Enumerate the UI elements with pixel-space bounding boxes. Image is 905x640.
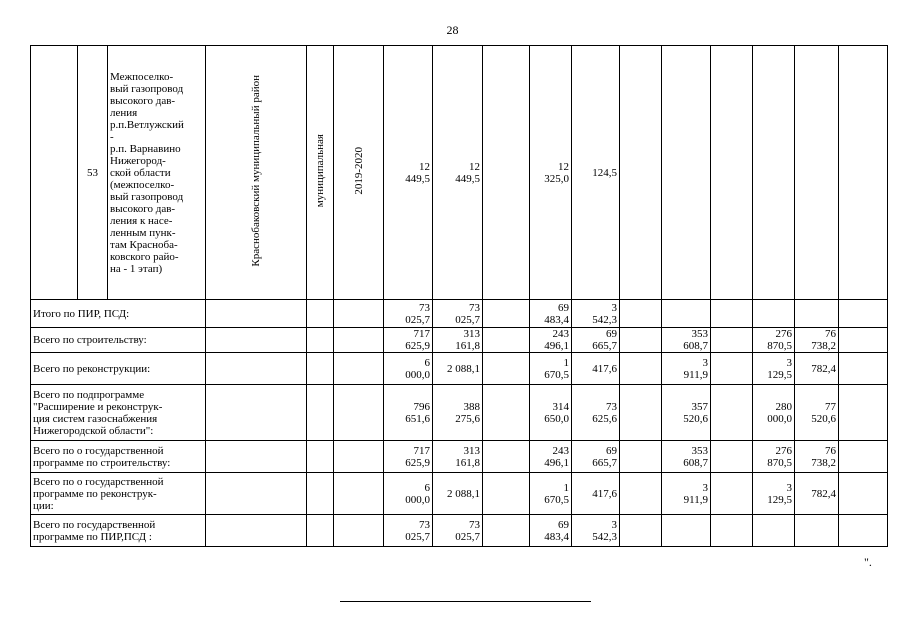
value-cell	[839, 385, 888, 441]
value-cell: 76 738,2	[795, 441, 839, 473]
value-cell	[483, 328, 530, 353]
ownership-cell	[307, 46, 334, 300]
value-cell: 717 625,9	[384, 328, 433, 353]
value-cell	[620, 328, 662, 353]
value-cell: 12 449,5	[433, 46, 483, 300]
value-cell	[662, 46, 711, 300]
summary-row	[31, 515, 888, 547]
value-cell: 717 625,9	[384, 441, 433, 473]
value-cell: 313 161,8	[433, 441, 483, 473]
value-cell	[711, 515, 753, 547]
summary-label: Всего по о государственной программе по реконструк- ции:	[31, 473, 206, 515]
blank-cell	[206, 473, 307, 515]
value-cell: 6 000,0	[384, 473, 433, 515]
value-cell	[795, 515, 839, 547]
value-cell: 12 325,0	[530, 46, 572, 300]
blank-cell	[307, 353, 334, 385]
value-cell	[483, 385, 530, 441]
value-cell	[711, 353, 753, 385]
value-cell: 2 088,1	[433, 473, 483, 515]
value-cell: 782,4	[795, 353, 839, 385]
blank-cell	[334, 515, 384, 547]
value-cell	[620, 385, 662, 441]
value-cell	[711, 385, 753, 441]
summary-label: Всего по реконструкции:	[31, 353, 206, 385]
blank-cell	[206, 385, 307, 441]
summary-row	[31, 473, 888, 515]
value-cell	[839, 473, 888, 515]
value-cell: 69 665,7	[572, 441, 620, 473]
value-cell	[711, 473, 753, 515]
district-label: Краснобаковский муниципальный район	[250, 75, 262, 267]
blank-cell	[307, 300, 334, 328]
value-cell: 73 025,7	[433, 515, 483, 547]
value-cell	[620, 441, 662, 473]
value-cell: 6 000,0	[384, 353, 433, 385]
value-cell	[483, 441, 530, 473]
table-row-53	[31, 46, 888, 300]
value-cell	[662, 515, 711, 547]
value-cell: 73 025,7	[384, 515, 433, 547]
value-cell	[711, 441, 753, 473]
value-cell: 782,4	[795, 473, 839, 515]
blank-cell	[334, 441, 384, 473]
value-cell: 243 496,1	[530, 441, 572, 473]
blank-cell	[307, 441, 334, 473]
summary-label: Всего по государственной программе по ПИР,ПСД :	[31, 515, 206, 547]
blank-cell	[307, 473, 334, 515]
value-cell	[483, 300, 530, 328]
value-cell	[662, 300, 711, 328]
value-cell: 417,6	[572, 473, 620, 515]
value-cell	[483, 46, 530, 300]
signature-line	[340, 601, 591, 602]
value-cell: 796 651,6	[384, 385, 433, 441]
value-cell	[839, 441, 888, 473]
value-cell: 69 665,7	[572, 328, 620, 353]
summary-label: Итого по ПИР, ПСД:	[31, 300, 206, 328]
value-cell: 69 483,4	[530, 300, 572, 328]
value-cell	[753, 515, 795, 547]
blank-cell	[334, 300, 384, 328]
value-cell	[839, 328, 888, 353]
value-cell: 3 129,5	[753, 353, 795, 385]
blank-cell	[334, 353, 384, 385]
value-cell: 243 496,1	[530, 328, 572, 353]
value-cell: 76 738,2	[795, 328, 839, 353]
blank-cell	[307, 515, 334, 547]
value-cell: 280 000,0	[753, 385, 795, 441]
value-cell: 3 542,3	[572, 515, 620, 547]
value-cell	[753, 300, 795, 328]
summary-row	[31, 328, 888, 353]
value-cell	[620, 46, 662, 300]
summary-row	[31, 353, 888, 385]
value-cell	[483, 515, 530, 547]
value-cell: 73 025,7	[433, 300, 483, 328]
value-cell: 276 870,5	[753, 441, 795, 473]
value-cell: 69 483,4	[530, 515, 572, 547]
budget-table	[30, 45, 888, 547]
value-cell	[711, 300, 753, 328]
closing-quote: ".	[864, 555, 872, 569]
value-cell	[620, 353, 662, 385]
value-cell: 276 870,5	[753, 328, 795, 353]
blank-cell	[334, 328, 384, 353]
blank-cell	[206, 353, 307, 385]
value-cell: 3 542,3	[572, 300, 620, 328]
value-cell: 2 088,1	[433, 353, 483, 385]
value-cell: 3 911,9	[662, 473, 711, 515]
value-cell: 353 608,7	[662, 328, 711, 353]
value-cell	[795, 300, 839, 328]
value-cell: 417,6	[572, 353, 620, 385]
value-cell: 353 608,7	[662, 441, 711, 473]
value-cell: 12 449,5	[384, 46, 433, 300]
ownership-label: муниципальная	[314, 134, 326, 208]
value-cell	[711, 46, 753, 300]
value-cell: 73 625,6	[572, 385, 620, 441]
value-cell	[839, 46, 888, 300]
value-cell	[753, 46, 795, 300]
object-name: Межпоселко- вый газопровод высокого дав- ления р.п.Ветлужский - р.п. Варнавино Нижегород- ской области (межпоселко- вый газопровод высокого дав- ления к насе- ленным пунк- там Краснoба- ковского райо- на - 1 этап)	[108, 46, 206, 300]
value-cell	[711, 328, 753, 353]
blank-cell	[307, 385, 334, 441]
value-cell: 388 275,6	[433, 385, 483, 441]
value-cell	[795, 46, 839, 300]
value-cell: 357 520,6	[662, 385, 711, 441]
value-cell	[620, 300, 662, 328]
summary-row	[31, 441, 888, 473]
summary-row	[31, 300, 888, 328]
summary-row	[31, 385, 888, 441]
blank-cell	[206, 300, 307, 328]
value-cell	[483, 473, 530, 515]
value-cell	[620, 473, 662, 515]
blank-cell	[206, 515, 307, 547]
blank-cell	[334, 473, 384, 515]
summary-label: Всего по подпрограмме "Расширение и реконструк- ция систем газоснабжения Нижегородской области":	[31, 385, 206, 441]
page-number: 28	[446, 23, 459, 37]
value-cell: 3 129,5	[753, 473, 795, 515]
value-cell	[839, 515, 888, 547]
value-cell	[839, 300, 888, 328]
blank-cell	[334, 385, 384, 441]
value-cell: 313 161,8	[433, 328, 483, 353]
row-number: 53	[78, 46, 108, 300]
value-cell: 1 670,5	[530, 473, 572, 515]
value-cell: 3 911,9	[662, 353, 711, 385]
value-cell: 77 520,6	[795, 385, 839, 441]
blank-cell	[307, 328, 334, 353]
blank-cell	[206, 441, 307, 473]
value-cell	[620, 515, 662, 547]
district-cell	[206, 46, 307, 300]
period-label: 2019-2020	[352, 147, 365, 195]
value-cell	[483, 353, 530, 385]
value-cell: 73 025,7	[384, 300, 433, 328]
blank-cell	[31, 46, 78, 300]
period-cell	[334, 46, 384, 300]
summary-label: Всего по строительству:	[31, 328, 206, 353]
summary-label: Всего по о государственной программе по строительству:	[31, 441, 206, 473]
value-cell	[839, 353, 888, 385]
value-cell: 314 650,0	[530, 385, 572, 441]
value-cell: 124,5	[572, 46, 620, 300]
blank-cell	[206, 328, 307, 353]
value-cell: 1 670,5	[530, 353, 572, 385]
